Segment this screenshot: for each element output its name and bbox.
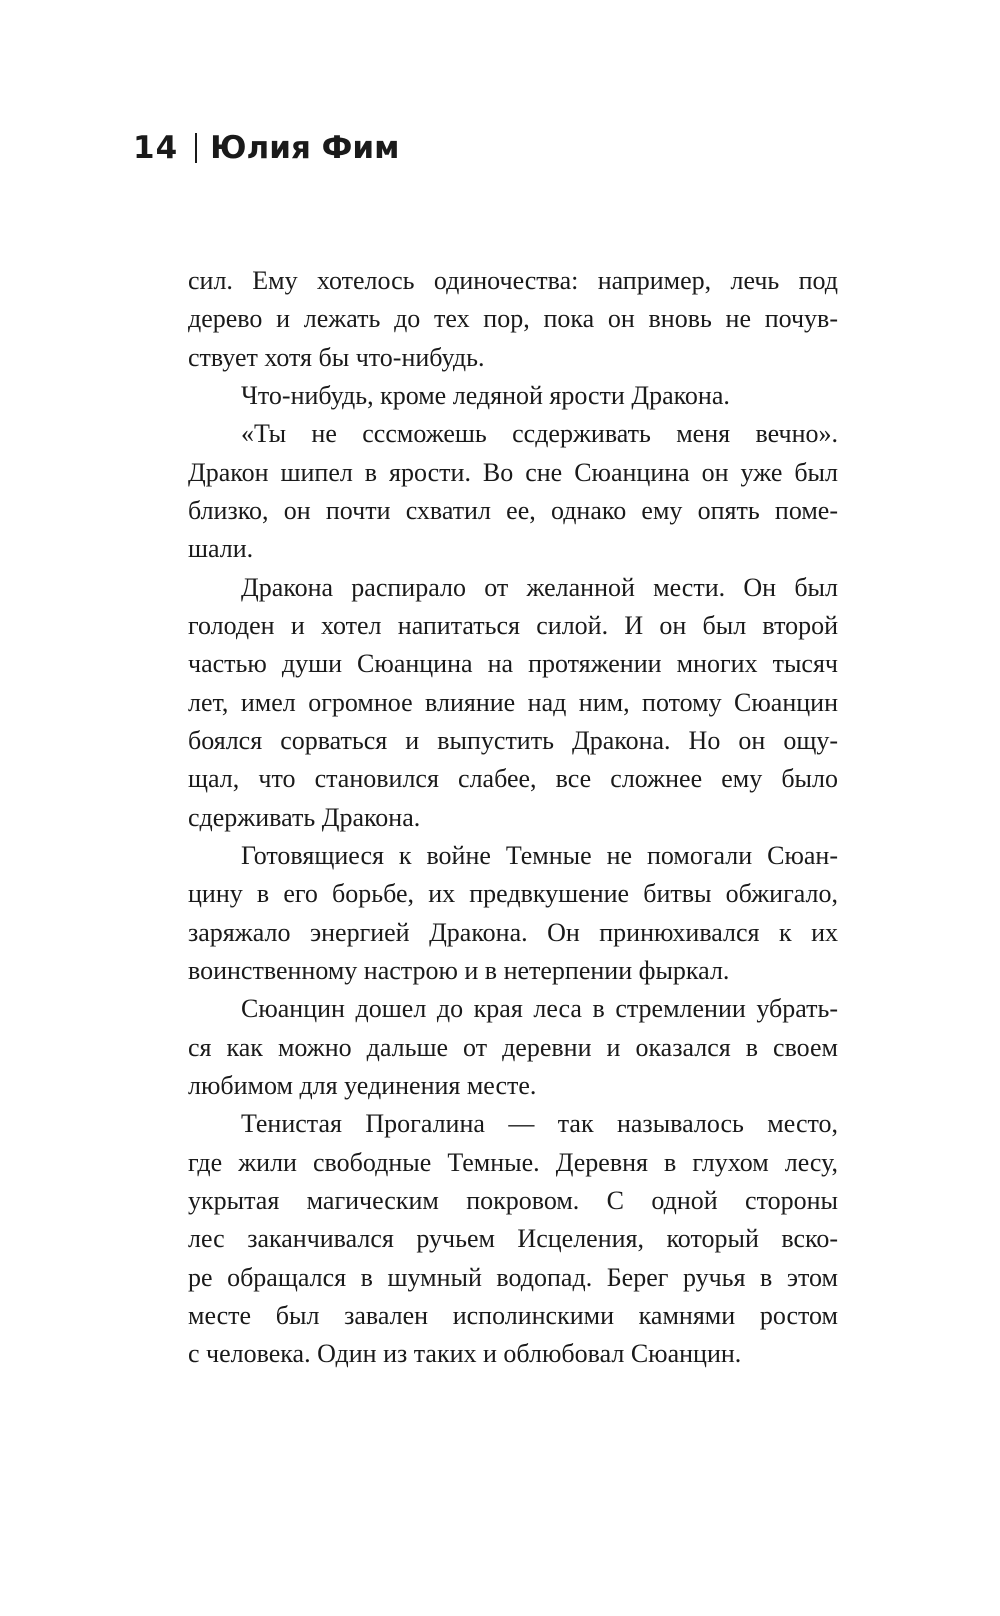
text-line: голоден и хотел напитаться силой. И он был второй bbox=[188, 610, 838, 640]
body-text bbox=[188, 262, 838, 1374]
text-line: щал, что становился слабее, все сложнее ему было bbox=[188, 764, 838, 794]
text-line: лет, имел огромное влияние над ним, потому Сюанцин bbox=[188, 687, 838, 717]
text-line: с человека. Один из таких и облюбовал Сюанцин. bbox=[188, 1339, 742, 1369]
text-line: воинственному настрою и в нетерпении фыркал. bbox=[188, 955, 730, 985]
text-line: Сюанцин дошел до края леса в стремлении убрать- bbox=[241, 994, 838, 1024]
text-line: сдерживать Дракона. bbox=[188, 802, 421, 832]
text-line: любимом для уединения месте. bbox=[188, 1070, 537, 1100]
text-line: где жили свободные Темные. Деревня в глухом лесу, bbox=[188, 1147, 838, 1177]
text-line: ствует хотя бы что-нибудь. bbox=[188, 342, 485, 372]
header-separator bbox=[195, 133, 197, 163]
text-line: Дракон шипел в ярости. Во сне Сюанцина он уже был bbox=[188, 457, 838, 487]
text-line: Тенистая Прогалина — так называлось место, bbox=[241, 1109, 838, 1139]
text-line: лес заканчивался ручьем Исцеления, который вско- bbox=[188, 1224, 838, 1254]
text-line: заряжало энергией Дракона. Он принюхивался к их bbox=[188, 917, 838, 947]
text-line: сил. Ему хотелось одиночества: например, лечь под bbox=[188, 266, 838, 295]
text-line: близко, он почти схватил ее, однако ему опять поме- bbox=[188, 495, 838, 525]
text-line: цину в его борьбе, их предвкушение битвы обжигало, bbox=[188, 879, 838, 909]
text-line: частью души Сюанцина на протяжении многих тысяч bbox=[188, 649, 838, 679]
text-line: Дракона распирало от желанной мести. Он был bbox=[241, 572, 838, 602]
author-name: Юлия Фим bbox=[210, 130, 400, 166]
text-line: боялся сорваться и выпустить Дракона. Но он ощу- bbox=[188, 725, 838, 755]
text-line: ся как можно дальше от деревни и оказался в своем bbox=[188, 1032, 838, 1062]
text-line: Готовящиеся к войне Темные не помогали Сюан- bbox=[241, 840, 838, 870]
running-header bbox=[133, 126, 399, 170]
text-line: укрытая магическим покровом. С одной стороны bbox=[188, 1185, 838, 1215]
text-line: Что-нибудь, кроме ледяной ярости Дракона. bbox=[241, 380, 730, 410]
text-line: месте был завален исполинскими камнями ростом bbox=[188, 1300, 838, 1330]
text-line: шали. bbox=[188, 534, 254, 564]
text-line: «Ты не сссможешь ссдерживать меня вечно». bbox=[241, 419, 838, 449]
text-line: ре обращался в шумный водопад. Берег ручья в этом bbox=[188, 1262, 838, 1292]
page-number: 14 bbox=[133, 130, 179, 166]
text-line: дерево и лежать до тех пор, пока он вновь не почув- bbox=[188, 304, 838, 334]
